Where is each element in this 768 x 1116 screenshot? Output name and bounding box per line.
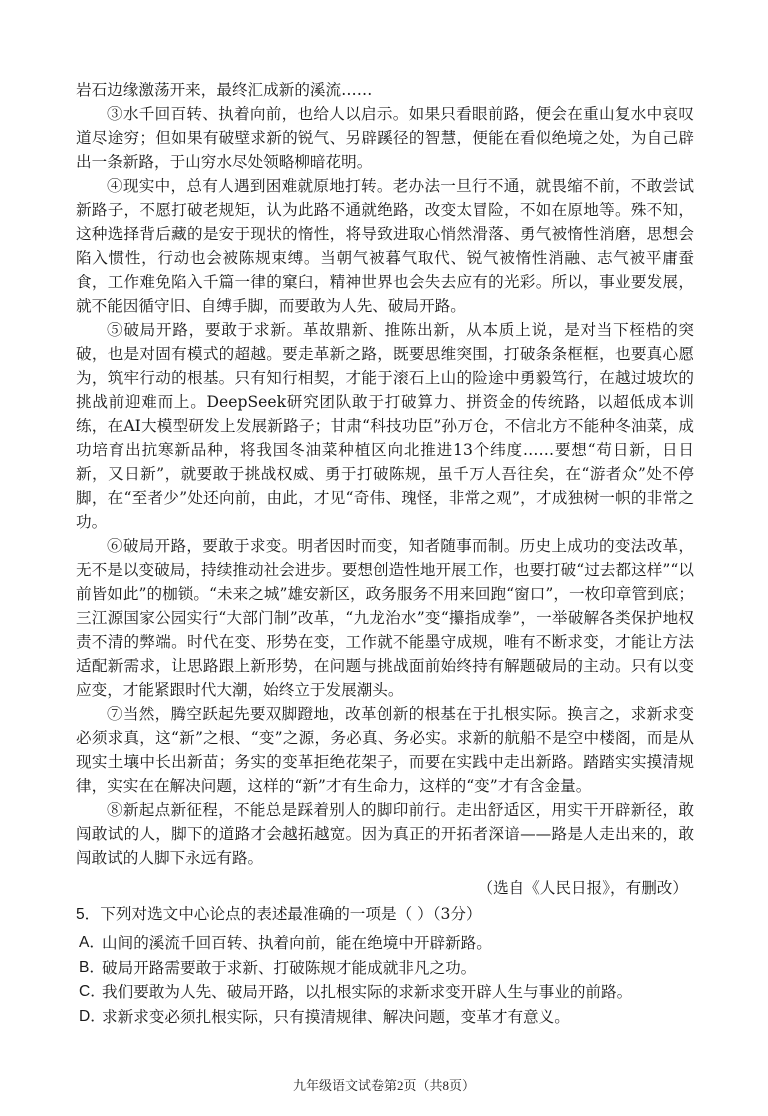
option-letter: B． <box>79 958 105 976</box>
passage-source: （选自《人民日报》，有删改） <box>477 879 688 897</box>
option-letter: D． <box>79 1007 106 1025</box>
option-b <box>76 956 694 981</box>
option-c <box>76 980 694 1005</box>
option-a <box>76 931 694 956</box>
passage-paragraph-7: ⑦当然，腾空跃起先要双脚蹬地，改革创新的根基在于扎根实际。换言之，求新求变必须求真，这“新”之根、“变”之源，务必真、务必实。求新的航船不是空中楼阁，而是从现实土壤中长出新苗；务实的变革拒绝花架子，而要在实践中走出新路。踏踏实实摸清规律，实实在在解决问题，这样的“新”才有生命力，这样的“变”才有含金量。 <box>76 705 694 795</box>
option-text: 求新求变必须扎根实际，只有摸清规律、解决问题，变革才有意义。 <box>102 1007 570 1026</box>
option-text: 我们要敢为人先、破局开路，以扎根实际的求新求变开辟人生与事业的前路。 <box>102 983 633 1001</box>
question-5-options <box>76 931 694 1029</box>
question-5-stem <box>76 902 694 927</box>
passage-paragraph-5: ⑤破局开路，要敢于求新。革故鼎新、推陈出新，从本质上说，是对当下桎梏的突破，也是对固有模式的超越。要走革新之路，既要思维突围，打破条条框框，也要真心愿为，筑牢行动的根基。只有知行相契，才能于滚石上山的险途中勇毅笃行，在越过坡坎的挑战前迎难而上。DeepSeek研究团队敢于打破算力、拼资金的传统路，以超低成本训练，在AI大模型研发上发展新路子；甘肃“科技功臣”孙万仓，不信北方不能种冬油菜，成功培育出抗寒新品种，将我国冬油菜种植区向北推进13个纬度……要想“苟日新，日日新，又日新”，就要敢于挑战权威、勇于打破陈规，虽千万人吾往矣，在“游者众”处不停脚，在“至者少”处还向前，由此，才见“奇伟、瑰怪，非常之观”，才成独树一帜的非常之功。 <box>76 321 694 531</box>
option-letter: A． <box>79 934 105 951</box>
question-text: 下列对选文中心论点的表述最准确的一项是（ ）（3分） <box>100 905 482 923</box>
passage-paragraph-3: ③水千回百转、执着向前，也给人以启示。如果只看眼前路，便会在重山复水中哀叹道尽途穷；但如果有破壁求新的锐气、另辟蹊径的智慧，便能在看似绝境之处，为自己辟出一条新路，于山穷水尽处领略柳暗花明。 <box>76 105 694 171</box>
passage-paragraph-6: ⑥破局开路，要敢于求变。明者因时而变，知者随事而制。历史上成功的变法改革，无不是以变破局，持续推动社会进步。要想创造性地开展工作，也要打破“过去都这样”“以前皆如此”的枷锁。“未来之城”雄安新区，政务服务不用来回跑“窗口”，一枚印章管到底；三江源国家公园实行“大部门制”改革，“九龙治水”变“攥指成拳”，一举破解各类保护地权责不清的弊端。时代在变、形势在变，工作就不能墨守成规，唯有不断求变，才能让方法适配新需求，让思路跟上新形势，在问题与挑战面前始终持有解题破局的主动。只有以变应变，才能紧跟时代大潮，始终立于发展潮头。 <box>76 537 694 699</box>
option-d <box>76 1005 694 1030</box>
option-text: 破局开路需要敢于求新、打破陈规才能成就非凡之功。 <box>102 958 477 977</box>
page-footer: 九年级语文试卷第2页（共8页） <box>292 1078 475 1093</box>
exam-page-content <box>76 78 694 1029</box>
option-text: 山间的溪流千回百转、执着向前，能在绝境中开辟新路。 <box>102 934 492 952</box>
question-number: 5． <box>76 906 101 923</box>
passage-paragraph-8: ⑧新起点新征程，不能总是踩着别人的脚印前行。走出舒适区，用实干开辟新径，敢闯敢试的人，脚下的道路才会越拓越宽。因为真正的开拓者深谙——路是人走出来的，敢闯敢试的人脚下永远有路。 <box>76 801 694 867</box>
passage-paragraph-intro: 岩石边缘激荡开来，最终汇成新的溪流…… <box>76 81 373 99</box>
passage-paragraph-4: ④现实中，总有人遇到困难就原地打转。老办法一旦行不通，就畏缩不前，不敢尝试新路子，不愿打破老规矩，认为此路不通就绝路，改变太冒险，不如在原地等。殊不知，这种选择背后藏的是安于现状的惰性，将导致进取心悄然滑落、勇气被惰性消磨，思想会陷入惯性，行动也会被陈规束缚。当朝气被暮气取代、锐气被惰性消融、志气被平庸蚕食，工作难免陷入千篇一律的窠臼，精神世界也会失去应有的光彩。所以，事业要发展，就不能因循守旧、自缚手脚，而要敢为人先、破局开路。 <box>76 177 694 315</box>
option-letter: C． <box>79 983 106 1000</box>
